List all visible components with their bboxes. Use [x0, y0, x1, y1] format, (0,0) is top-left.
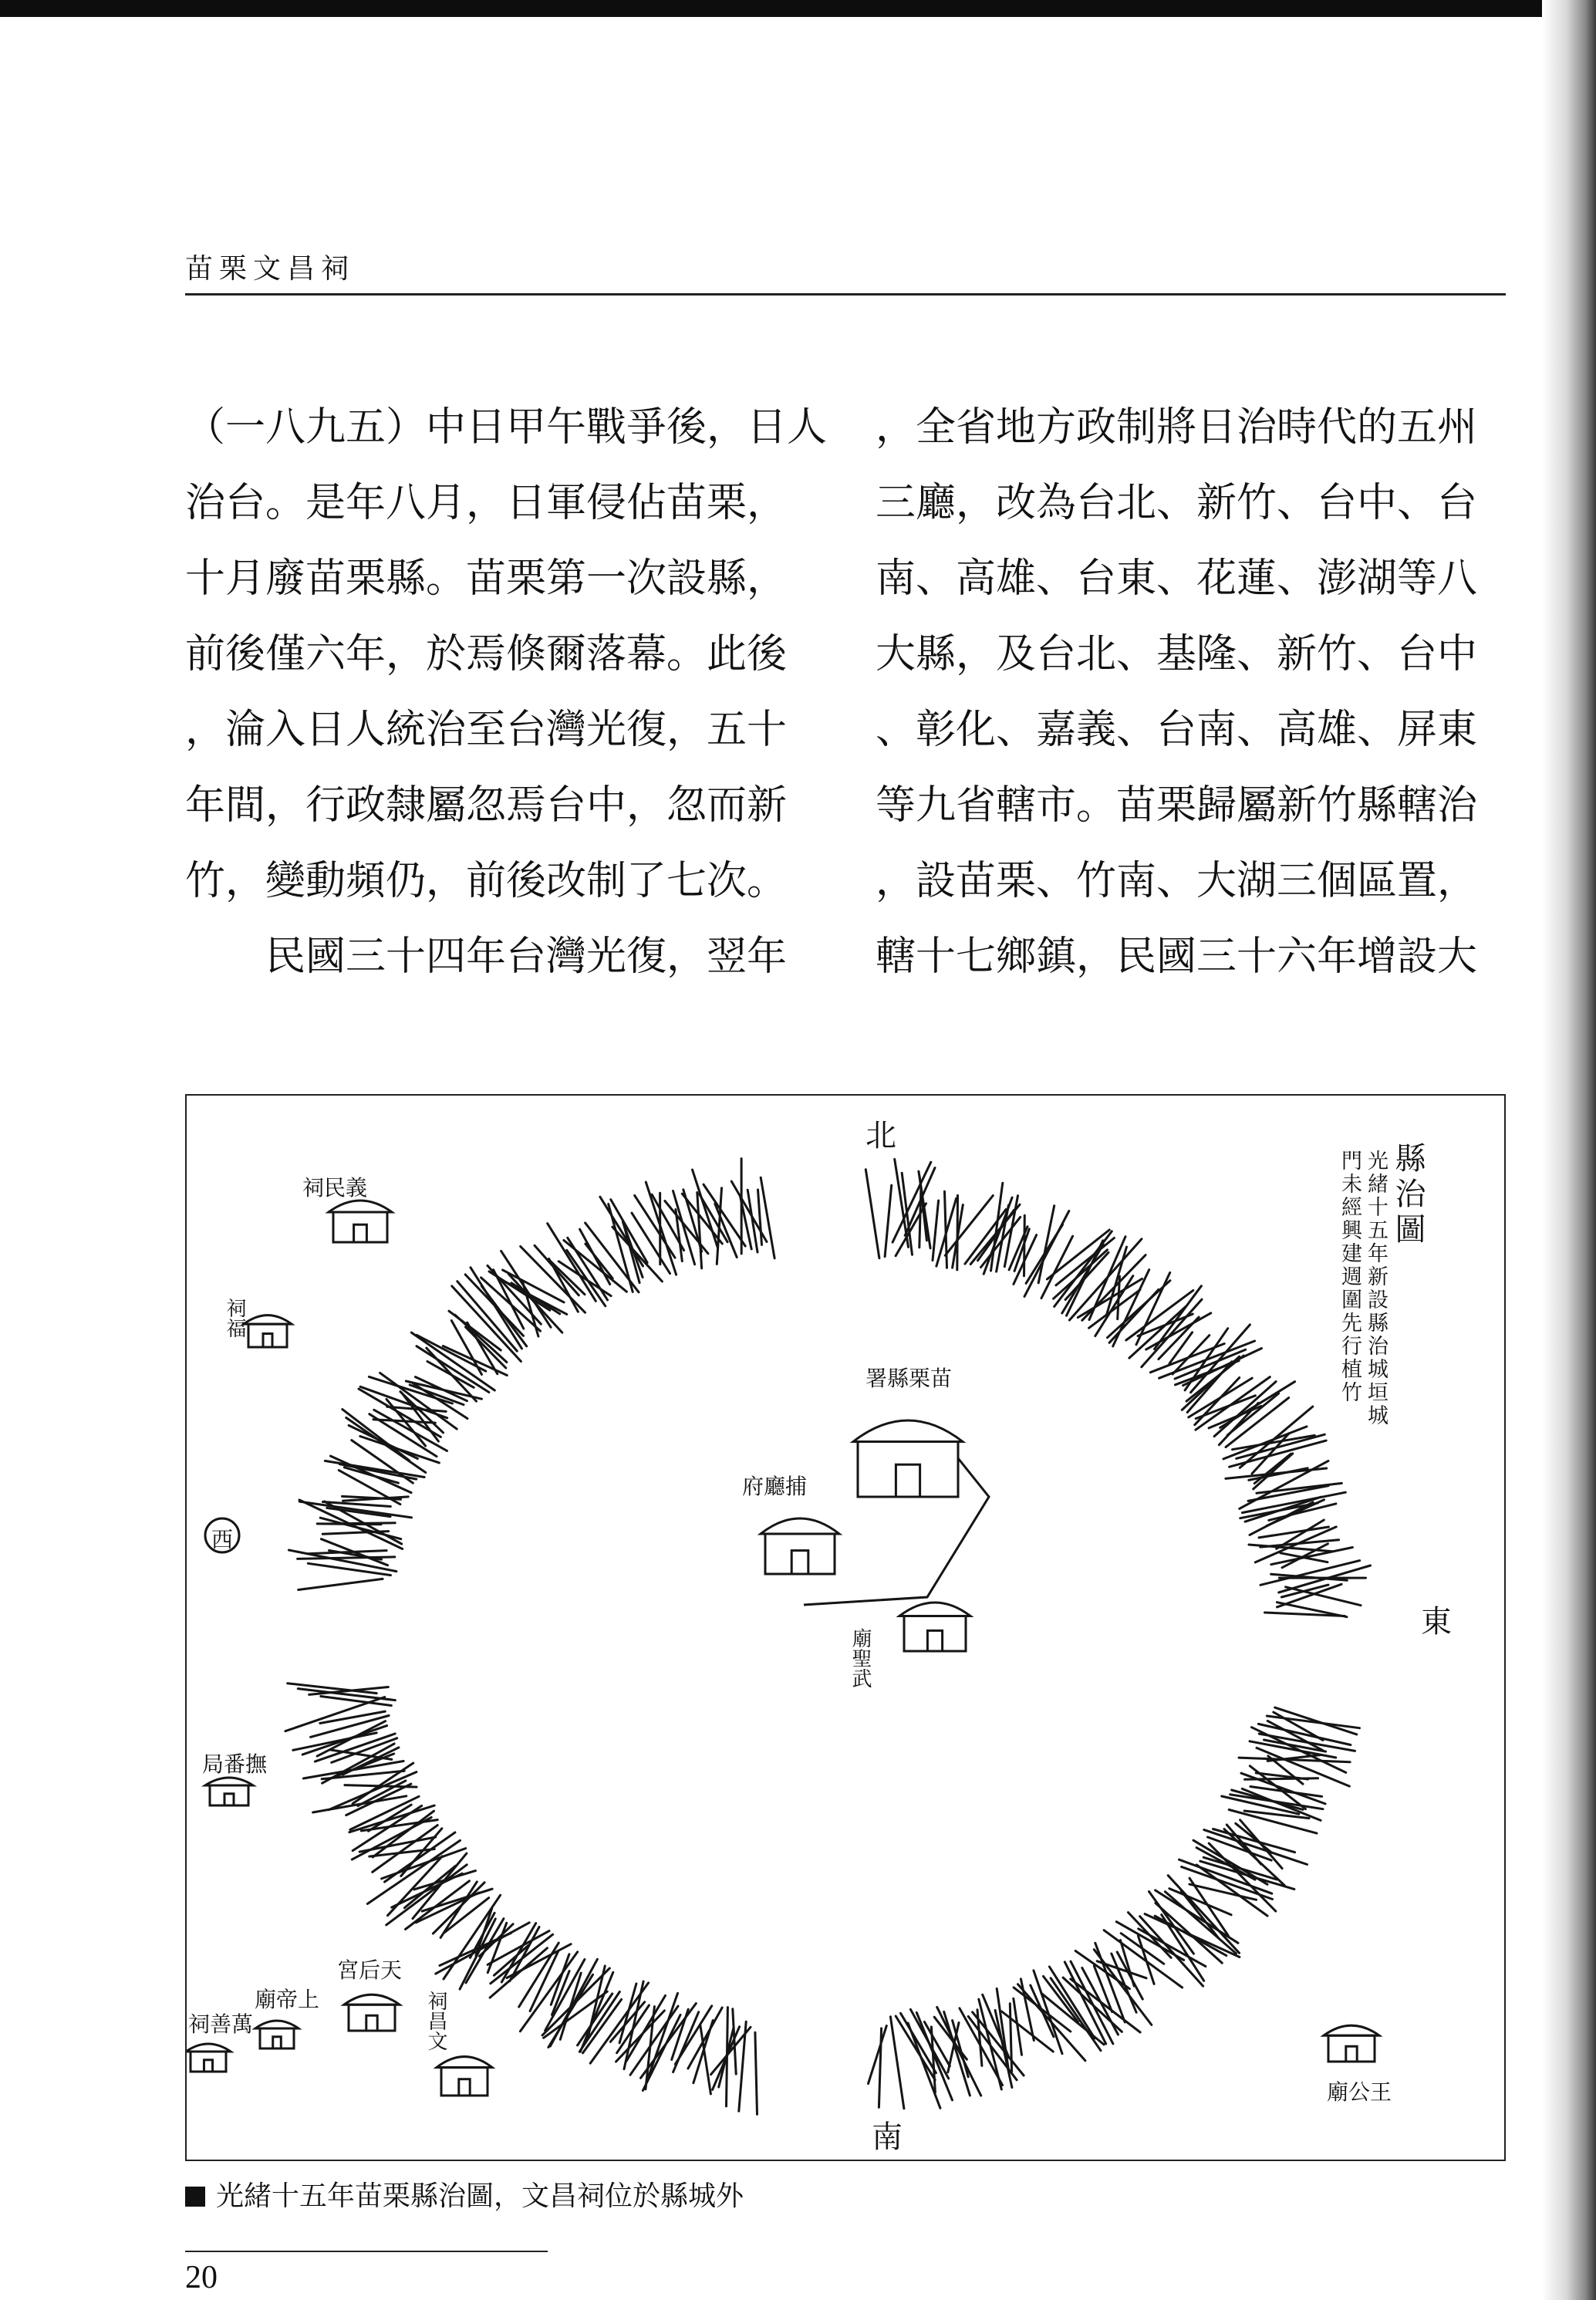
wanshan-temple-building	[187, 2044, 231, 2072]
bamboo-stroke	[758, 1190, 762, 1245]
text-column-left	[185, 390, 828, 995]
bamboo-stroke	[673, 1191, 695, 1265]
header-rule	[185, 293, 1506, 296]
label-wu-temple: 廟聖武	[849, 1628, 872, 1688]
bamboo-stroke	[727, 2008, 728, 2106]
label-temple-west: 祠福	[223, 1298, 246, 1338]
footer-rule	[185, 2251, 548, 2252]
bamboo-stroke	[865, 1170, 879, 1258]
wu-temple-building	[899, 1603, 970, 1651]
text-line: ，淪入日人統治至台灣光復，五十	[185, 707, 788, 753]
text-line: 民國三十四年台灣光復，翌年	[185, 934, 788, 980]
label-yamen: 署縣栗苗	[865, 1366, 953, 1391]
bamboo-stroke	[323, 1523, 396, 1524]
bamboo-stroke	[879, 2028, 881, 2107]
bamboo-stroke	[944, 2011, 970, 2096]
bamboo-stroke	[869, 2026, 887, 2084]
bamboo-stroke	[1173, 1336, 1210, 1374]
text-line: 、彰化、嘉義、台南、高雄、屏東	[876, 707, 1478, 753]
bamboo-stroke	[960, 2008, 1003, 2086]
text-line: 十月廢苗栗縣。苗栗第一次設縣，	[185, 556, 788, 602]
caption-text: 光緒十五年苗栗縣治圖，文昌祠位於縣城外	[216, 2180, 744, 2212]
text-line: 等九省轄市。苗栗歸屬新竹縣轄治	[876, 782, 1478, 829]
bamboo-stroke	[1240, 1461, 1328, 1508]
bamboo-stroke	[299, 1579, 383, 1589]
bamboo-stroke	[1024, 1215, 1025, 1276]
label-shangdi-temple: 廟帝上	[255, 1987, 320, 2012]
text-column-right	[876, 390, 1508, 995]
caption-bullet	[185, 2187, 205, 2207]
text-line: 轄十七鄉鎮，民國三十六年增設大	[876, 934, 1478, 980]
county-map-figure	[185, 1094, 1506, 2161]
bamboo-stroke	[466, 1327, 506, 1368]
text-line: 南、高雄、台東、花蓮、澎湖等八	[876, 556, 1478, 602]
bamboo-stroke	[579, 1992, 619, 2052]
map-note-line: 門未經興建週圍先行植竹	[1338, 1150, 1361, 1404]
text-line: 年間，行政隸屬忽焉台中，忽而新	[185, 782, 788, 829]
bamboo-stroke	[320, 1711, 386, 1723]
label-yimin-temple: 祠民義	[302, 1175, 368, 1201]
bamboo-stroke	[697, 1193, 702, 1268]
fuhan-bureau-building	[205, 1778, 253, 1805]
bamboo-stroke	[548, 1224, 596, 1302]
bamboo-stroke	[494, 1946, 528, 1976]
text-line: 竹，變動頻仍，前後改制了七次。	[185, 858, 788, 904]
bamboo-stroke	[934, 2017, 967, 2059]
bamboo-stroke	[349, 1425, 417, 1458]
bamboo-stroke	[885, 1185, 892, 1256]
text-line: 大縣，及台北、基隆、新竹、台中	[876, 631, 1478, 677]
bamboo-stroke	[761, 1177, 774, 1258]
direction-east: 東	[1421, 1604, 1452, 1640]
bamboo-stroke	[308, 1563, 390, 1575]
shangdi-temple-building	[255, 2021, 299, 2048]
bamboo-stroke	[755, 2032, 758, 2114]
direction-west: 西	[211, 1527, 234, 1552]
bamboo-stroke	[521, 1247, 585, 1313]
bamboo-stroke	[933, 1201, 939, 1261]
bamboo-stroke	[308, 1551, 386, 1554]
bamboo-stroke	[896, 2016, 935, 2080]
bamboo-stroke	[1139, 1929, 1206, 1967]
bamboo-stroke	[1267, 1716, 1359, 1728]
text-line: 治台。是年八月，日軍侵佔苗栗，	[185, 480, 788, 526]
yimin-temple-building	[329, 1201, 392, 1242]
text-line: （一八九五）中日甲午戰爭後，日人	[185, 404, 828, 451]
bamboo-stroke	[1249, 1468, 1308, 1481]
bamboo-stroke	[1245, 1778, 1318, 1780]
page-top-edge	[0, 0, 1596, 17]
label-wenchang-temple: 祠昌文	[424, 1991, 447, 2051]
text-line: ，全省地方政制將日治時代的五州	[876, 404, 1478, 451]
wanggong-temple-building	[1324, 2025, 1379, 2062]
bamboo-stroke	[890, 2017, 904, 2109]
map-note-line: 光緒十五年新設縣治城垣城	[1364, 1150, 1388, 1427]
label-barracks: 府廳捕	[742, 1474, 808, 1499]
bamboo-stroke	[1024, 1211, 1069, 1297]
bamboo-stroke	[1213, 1829, 1295, 1852]
bamboo-stroke	[342, 1748, 399, 1775]
figure-caption	[185, 2174, 744, 2214]
map-title: 縣治圖	[1390, 1142, 1426, 1248]
yamen-building	[853, 1420, 963, 1497]
bamboo-stroke	[510, 1927, 539, 1981]
barracks-building	[761, 1518, 839, 1574]
running-header: 苗栗文昌祠	[185, 253, 356, 285]
bamboo-stroke	[1182, 1867, 1273, 1900]
label-wanshan-temple: 祠善萬	[188, 2011, 254, 2037]
page-binding-shadow	[1542, 0, 1596, 2300]
bamboo-stroke	[1259, 1527, 1329, 1538]
bamboo-stroke	[325, 1461, 424, 1477]
page-number: 20	[185, 2260, 218, 2295]
bamboo-stroke	[957, 1195, 958, 1270]
direction-south: 南	[872, 2119, 903, 2155]
text-line: 三廳，改為台北、新竹、台中、台	[876, 480, 1478, 526]
west-temple-building	[244, 1315, 292, 1347]
text-line: 前後僅六年，於焉倏爾落幕。此後	[185, 631, 788, 677]
map-note	[1336, 1150, 1388, 1427]
label-fuhan-bureau: 局番撫	[202, 1751, 268, 1777]
bamboo-stroke	[427, 1362, 474, 1388]
tianhou-palace-building	[344, 1994, 400, 2031]
direction-north: 北	[865, 1118, 896, 1153]
label-tianhou-palace: 宮后天	[337, 1957, 403, 1983]
bamboo-stroke	[937, 2007, 981, 2096]
bamboo-stroke	[436, 1923, 530, 1974]
text-line: ，設苗栗、竹南、大湖三個區置，	[876, 858, 1478, 904]
bamboo-stroke	[1242, 1492, 1345, 1512]
wenchang-temple-building	[437, 2057, 492, 2096]
label-wanggong-temple: 廟公王	[1327, 2079, 1392, 2105]
